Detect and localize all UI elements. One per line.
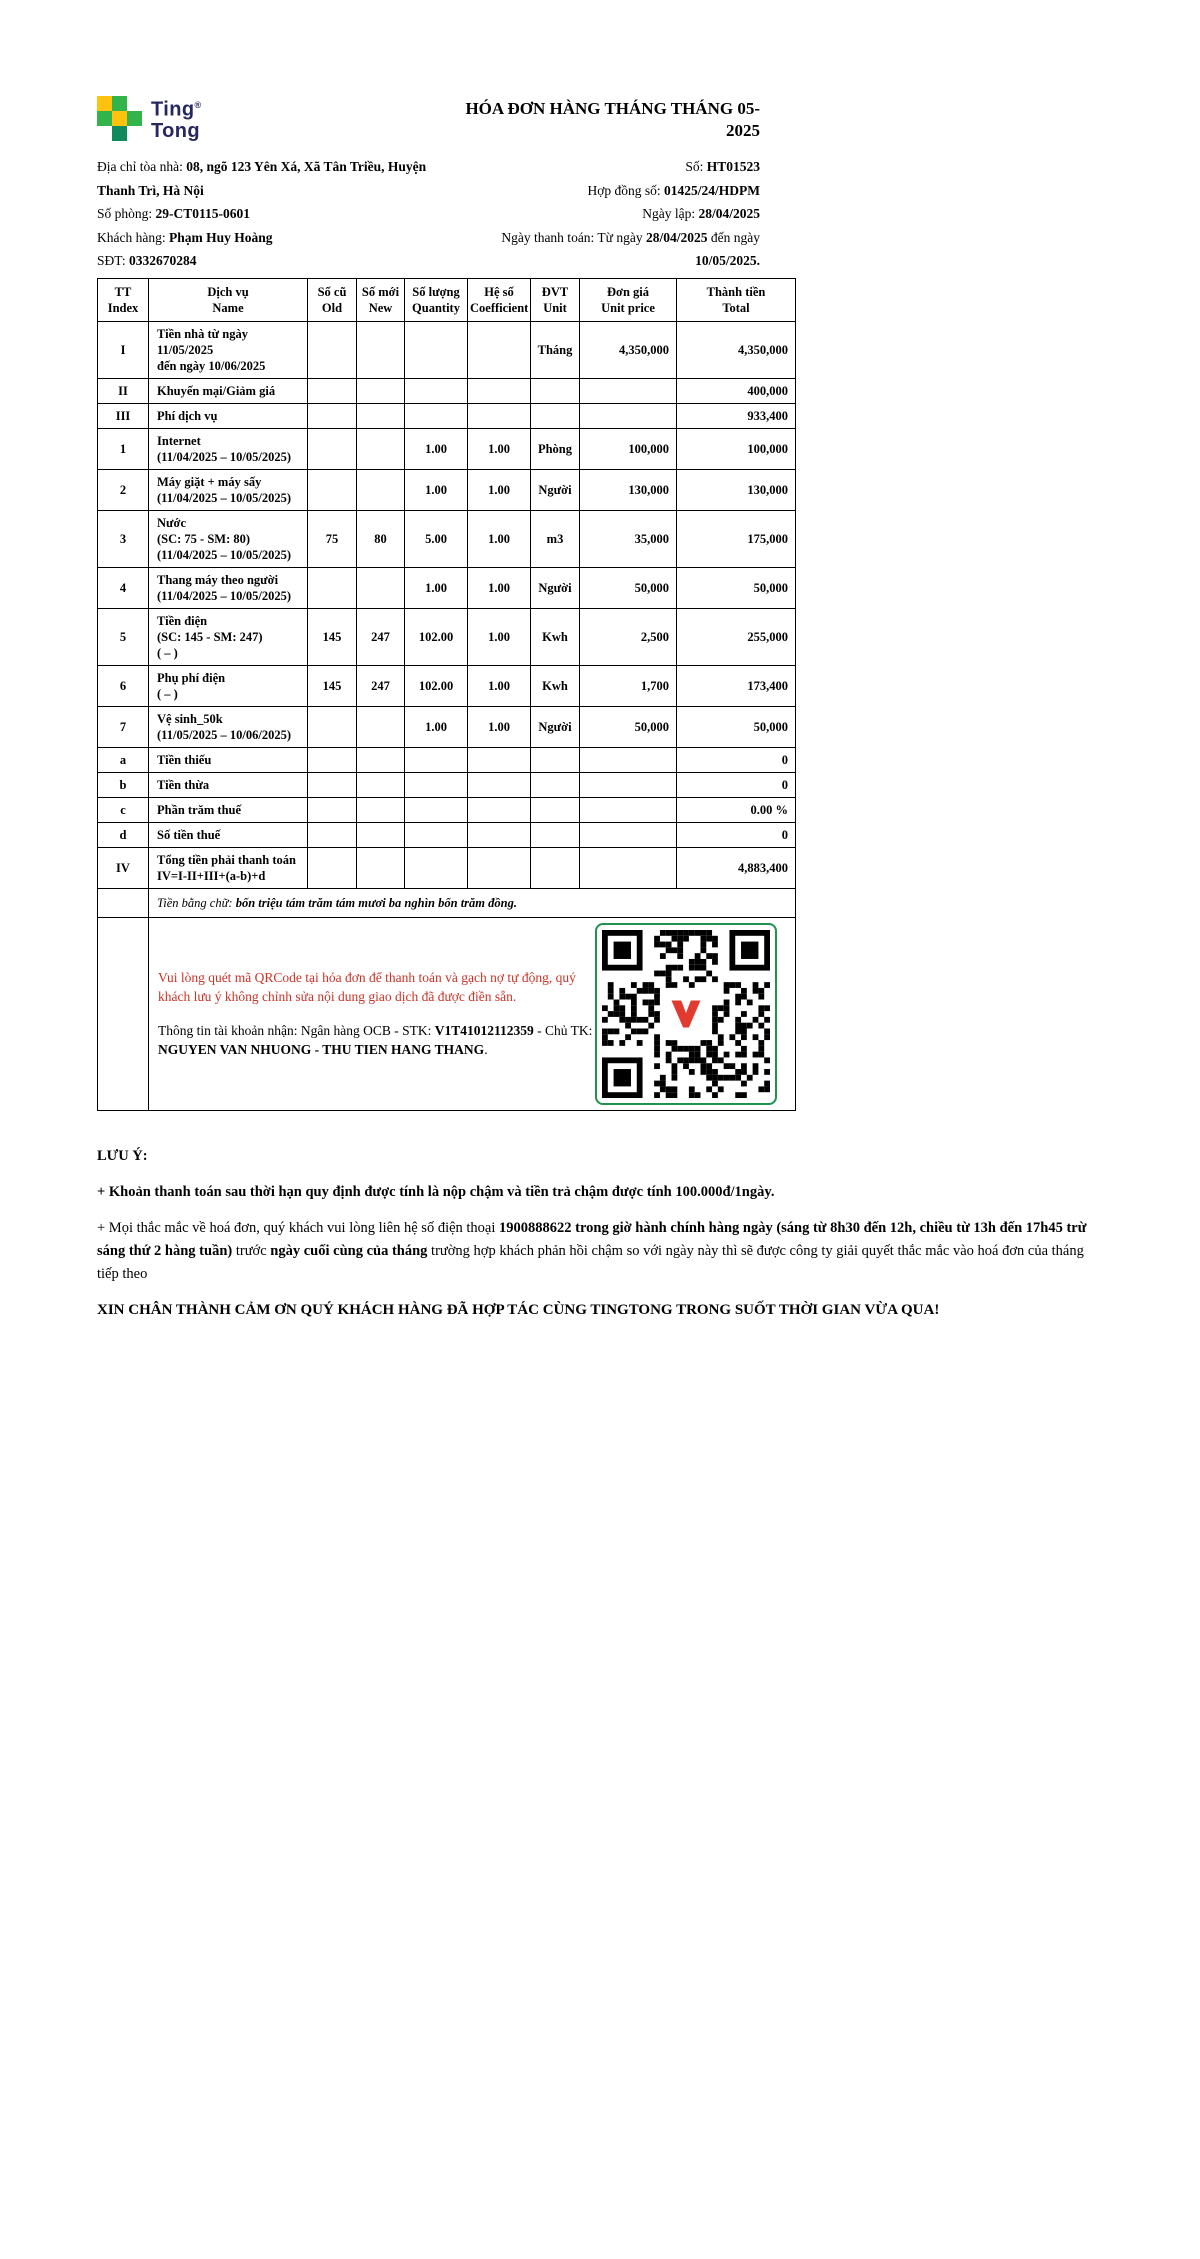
cell-old: 75 <box>308 510 357 567</box>
name-line: Tiền thiếu <box>157 752 212 767</box>
cell-coefficient <box>468 321 531 378</box>
amount-in-words <box>157 896 517 910</box>
cell-quantity: 1.00 <box>405 469 468 510</box>
header-line: Coefficient <box>470 300 529 315</box>
cell-unit-price: 130,000 <box>580 469 677 510</box>
cell-index: b <box>98 772 149 797</box>
qr-section-cell <box>149 917 796 1110</box>
name-line: Thang máy theo người <box>157 572 279 587</box>
cell-unit <box>531 822 580 847</box>
amount-in-words-row <box>98 888 796 917</box>
cell-unit-price: 50,000 <box>580 706 677 747</box>
invoice-table-header-row <box>98 278 796 321</box>
cell-old <box>308 822 357 847</box>
cell-index: 3 <box>98 510 149 567</box>
cell-name <box>149 428 308 469</box>
logo-pixel <box>127 126 142 141</box>
cell-unit-price: 1,700 <box>580 665 677 706</box>
cell-new: 247 <box>357 665 405 706</box>
cell-unit-price: 35,000 <box>580 510 677 567</box>
cell-old <box>308 469 357 510</box>
cell-coefficient <box>468 747 531 772</box>
cell-total: 0.00 % <box>677 797 796 822</box>
cell-quantity: 102.00 <box>405 665 468 706</box>
qr-code <box>595 923 777 1105</box>
name-line: (11/04/2025 – 10/05/2025) <box>157 588 292 603</box>
header-line: Total <box>722 300 750 315</box>
logo-pixel <box>112 96 127 111</box>
cell-name <box>149 847 308 888</box>
cell-old <box>308 772 357 797</box>
column-header <box>308 278 357 321</box>
header-line: Thành tiền <box>706 284 766 299</box>
cell-old: 145 <box>308 665 357 706</box>
invoice-content <box>97 95 1103 1335</box>
cell-index: I <box>98 321 149 378</box>
name-line: Khuyến mại/Giảm giá <box>157 383 276 398</box>
cell-unit: Người <box>531 706 580 747</box>
name-line: (11/04/2025 – 10/05/2025) <box>157 547 292 562</box>
cell-index: d <box>98 822 149 847</box>
registered-symbol: ® <box>194 100 202 110</box>
cell-new: 80 <box>357 510 405 567</box>
cell-new <box>357 378 405 403</box>
cell-quantity <box>405 378 468 403</box>
name-line: (11/04/2025 – 10/05/2025) <box>157 490 292 505</box>
logo-pixel <box>97 111 112 126</box>
invoice-title: HÓA ĐƠN HÀNG THÁNG THÁNG 05-2025 <box>465 99 760 140</box>
logo-word-tong: Tong <box>151 119 200 142</box>
name-line: ( – ) <box>157 645 178 660</box>
cell-unit-price <box>580 747 677 772</box>
invoice-table-body <box>98 321 796 888</box>
cell-new <box>357 428 405 469</box>
cell-unit-price: 2,500 <box>580 608 677 665</box>
cell-name <box>149 567 308 608</box>
cell-name <box>149 510 308 567</box>
table-row <box>98 428 796 469</box>
name-line: (11/05/2025 – 10/06/2025) <box>157 727 292 742</box>
logo-pixel <box>97 96 112 111</box>
invoice-table <box>97 278 796 1111</box>
cell-quantity: 5.00 <box>405 510 468 567</box>
invoice-table-extra <box>98 888 796 1110</box>
cell-total: 100,000 <box>677 428 796 469</box>
cell-total: 400,000 <box>677 378 796 403</box>
name-line: Phụ phí điện <box>157 670 226 685</box>
name-line: Phần trăm thuế <box>157 802 242 817</box>
cell-quantity: 1.00 <box>405 567 468 608</box>
name-line: (11/04/2025 – 10/05/2025) <box>157 449 292 464</box>
cell-old <box>308 321 357 378</box>
cell-unit-price <box>580 772 677 797</box>
table-row <box>98 567 796 608</box>
info-right <box>465 155 760 273</box>
cell-unit <box>531 797 580 822</box>
cell-unit <box>531 747 580 772</box>
contact-note: + Mọi thắc mắc về hoá đơn, quý khách vui lòng liên hệ số điện thoại 1900888622 trong giờ hành chính hàng ngày (sáng từ 8h30 đến 12h, chiều từ 13h đến 17h45 trừ sáng thứ 2 hàng tuần) trước ngày cuối cùng của tháng trường hợp khách phản hồi chậm so với ngày này thì sẽ được công ty giải quyết thắc mắc vào hoá đơn của tháng tiếp theo <box>97 1219 1087 1282</box>
notes-heading: LƯU Ý: <box>97 1147 148 1164</box>
name-line: đến ngày 10/06/2025 <box>157 358 266 373</box>
header-line: Old <box>321 300 343 315</box>
thank-you-note: XIN CHÂN THÀNH CẢM ƠN QUÝ KHÁCH HÀNG ĐÃ HỢP TÁC CÙNG TINGTONG TRONG SUỐT THỜI GIAN VỪA QUA! <box>97 1301 940 1318</box>
cell-coefficient: 1.00 <box>468 510 531 567</box>
qr-texts <box>157 968 595 1059</box>
cell-quantity <box>405 822 468 847</box>
qr-row <box>98 917 796 1110</box>
table-row <box>98 510 796 567</box>
cell-new <box>357 772 405 797</box>
header-line: Index <box>107 300 139 315</box>
table-row <box>98 378 796 403</box>
info-line-payment-period: Ngày thanh toán: Từ ngày 28/04/2025 đến ngày 10/05/2025. <box>501 229 760 268</box>
cell-unit-price: 50,000 <box>580 567 677 608</box>
cell-new <box>357 706 405 747</box>
tingtong-logo <box>97 95 202 142</box>
cell-unit: Kwh <box>531 665 580 706</box>
footer-notes <box>97 1145 1103 1322</box>
cell-coefficient: 1.00 <box>468 665 531 706</box>
bank-account-info: Thông tin tài khoản nhận: Ngân hàng OCB - STK: V1T41012112359 - Chủ TK: NGUYEN VAN NHUONG - THU TIEN HANG THANG. <box>158 1023 593 1057</box>
name-line: Máy giặt + máy sấy <box>157 474 262 489</box>
cell-name <box>149 608 308 665</box>
column-header <box>580 278 677 321</box>
header-line: Hệ số <box>484 284 514 299</box>
cell-unit-price <box>580 847 677 888</box>
empty-index-cell <box>98 917 149 1110</box>
header-row <box>97 95 760 142</box>
cell-old <box>308 378 357 403</box>
header-line: Quantity <box>412 300 460 315</box>
cell-quantity: 102.00 <box>405 608 468 665</box>
name-line: (SC: 75 - SM: 80) <box>157 531 251 546</box>
column-header <box>98 278 149 321</box>
logo-pixel <box>112 111 127 126</box>
info-line-phone: SĐT: 0332670284 <box>97 253 197 268</box>
cell-coefficient <box>468 847 531 888</box>
cell-quantity: 1.00 <box>405 706 468 747</box>
name-line: Số tiền thuế <box>157 827 221 842</box>
name-line: Nước <box>157 515 186 530</box>
cell-name <box>149 772 308 797</box>
cell-coefficient <box>468 378 531 403</box>
column-header <box>677 278 796 321</box>
invoice-head <box>97 95 760 273</box>
cell-index: 2 <box>98 469 149 510</box>
qr-section <box>157 923 787 1105</box>
cell-quantity <box>405 403 468 428</box>
name-line: (SC: 145 - SM: 247) <box>157 629 263 644</box>
header-line: New <box>368 300 393 315</box>
cell-total: 130,000 <box>677 469 796 510</box>
cell-unit <box>531 403 580 428</box>
cell-unit: m3 <box>531 510 580 567</box>
cell-index: 1 <box>98 428 149 469</box>
info-line-building-address: Địa chỉ tòa nhà: 08, ngõ 123 Yên Xá, Xã Tân Triều, Huyện Thanh Trì, Hà Nội <box>97 159 427 198</box>
cell-old <box>308 403 357 428</box>
cell-new <box>357 797 405 822</box>
cell-name <box>149 797 308 822</box>
cell-unit-price <box>580 797 677 822</box>
table-row <box>98 403 796 428</box>
cell-old <box>308 797 357 822</box>
info-line-room-number: Số phòng: 29-CT0115-0601 <box>97 206 251 221</box>
name-line: Tiền nhà từ ngày 11/05/2025 <box>157 326 248 357</box>
cell-quantity <box>405 847 468 888</box>
header-line: Số cũ <box>317 284 347 299</box>
name-line: Tổng tiền phải thanh toán <box>157 852 296 867</box>
table-row <box>98 321 796 378</box>
cell-quantity: 1.00 <box>405 428 468 469</box>
cell-index: 4 <box>98 567 149 608</box>
info-line-issue-date: Ngày lập: 28/04/2025 <box>642 206 760 221</box>
cell-unit-price <box>580 378 677 403</box>
cell-total: 4,883,400 <box>677 847 796 888</box>
cell-name <box>149 747 308 772</box>
name-line: Tiền điện <box>157 613 208 628</box>
cell-unit: Phòng <box>531 428 580 469</box>
logo-word-ting: Ting <box>151 98 195 121</box>
name-line: IV=I-II+III+(a-b)+d <box>157 868 266 883</box>
empty-index-cell <box>98 888 149 917</box>
name-line: Tiền thừa <box>157 777 210 792</box>
cell-old <box>308 428 357 469</box>
cell-index: IV <box>98 847 149 888</box>
cell-name <box>149 665 308 706</box>
table-row <box>98 747 796 772</box>
table-row <box>98 797 796 822</box>
logo-pixel <box>127 96 142 111</box>
tingtong-logo-text <box>151 95 202 142</box>
cell-unit-price <box>580 403 677 428</box>
cell-coefficient <box>468 403 531 428</box>
cell-name <box>149 378 308 403</box>
cell-new: 247 <box>357 608 405 665</box>
info-line-customer-name: Khách hàng: Phạm Huy Hoàng <box>97 229 273 245</box>
cell-coefficient <box>468 797 531 822</box>
cell-index: III <box>98 403 149 428</box>
cell-new <box>357 567 405 608</box>
invoice-info <box>97 155 760 273</box>
cell-index: c <box>98 797 149 822</box>
table-row <box>98 706 796 747</box>
cell-index: II <box>98 378 149 403</box>
cell-old <box>308 747 357 772</box>
cell-coefficient: 1.00 <box>468 469 531 510</box>
header-line: Dịch vụ <box>207 284 249 299</box>
logo-pixel <box>127 111 142 126</box>
cell-coefficient: 1.00 <box>468 567 531 608</box>
cell-index: a <box>98 747 149 772</box>
column-header <box>149 278 308 321</box>
cell-name <box>149 706 308 747</box>
cell-total: 173,400 <box>677 665 796 706</box>
cell-new <box>357 403 405 428</box>
table-row <box>98 847 796 888</box>
header-line: Name <box>212 300 244 315</box>
cell-quantity <box>405 747 468 772</box>
info-left <box>97 155 465 273</box>
cell-total: 255,000 <box>677 608 796 665</box>
name-line: Vệ sinh_50k <box>157 711 223 726</box>
cell-total: 175,000 <box>677 510 796 567</box>
tingtong-logo-mark <box>97 96 142 141</box>
header-line: Số lượng <box>412 284 460 299</box>
header-line: ĐVT <box>541 284 569 299</box>
cell-new <box>357 847 405 888</box>
cell-unit: Người <box>531 469 580 510</box>
table-row <box>98 665 796 706</box>
cell-quantity <box>405 797 468 822</box>
cell-unit: Người <box>531 567 580 608</box>
cell-coefficient: 1.00 <box>468 608 531 665</box>
cell-new <box>357 747 405 772</box>
cell-unit <box>531 378 580 403</box>
cell-quantity <box>405 321 468 378</box>
cell-coefficient: 1.00 <box>468 706 531 747</box>
info-line-invoice-number: Số: HT01523 <box>685 159 760 174</box>
cell-total: 50,000 <box>677 706 796 747</box>
name-line: Internet <box>157 433 201 448</box>
cell-total: 50,000 <box>677 567 796 608</box>
cell-total: 933,400 <box>677 403 796 428</box>
info-line-contract-number: Hợp đồng số: 01425/24/HDPM <box>587 182 760 198</box>
table-row <box>98 469 796 510</box>
cell-name <box>149 822 308 847</box>
cell-unit <box>531 847 580 888</box>
cell-new <box>357 822 405 847</box>
cell-index: 5 <box>98 608 149 665</box>
header-line: Unit <box>543 300 567 315</box>
cell-total: 0 <box>677 747 796 772</box>
cell-name <box>149 469 308 510</box>
amount-in-words-value: bốn triệu tám trăm tám mươi ba nghìn bốn trăm đồng. <box>235 895 517 910</box>
column-header <box>468 278 531 321</box>
qr-code-svg <box>602 930 770 1098</box>
header-line: TT <box>114 284 132 299</box>
header-line: Đơn giá <box>607 284 649 299</box>
column-header <box>405 278 468 321</box>
table-row <box>98 608 796 665</box>
cell-old <box>308 847 357 888</box>
name-line: ( – ) <box>157 686 178 701</box>
cell-total: 0 <box>677 772 796 797</box>
table-row <box>98 772 796 797</box>
qr-payment-note: Vui lòng quét mã QRCode tại hóa đơn để thanh toán và gạch nợ tự động, quý khách lưu ý không chỉnh sửa nội dung giao dịch đã được điền sẵn. <box>158 970 576 1004</box>
logo-pixel <box>112 126 127 141</box>
header-line: Unit price <box>601 300 655 315</box>
cell-new <box>357 469 405 510</box>
table-row <box>98 822 796 847</box>
cell-index: 7 <box>98 706 149 747</box>
column-header <box>357 278 405 321</box>
cell-unit: Tháng <box>531 321 580 378</box>
cell-unit-price <box>580 822 677 847</box>
cell-total: 4,350,000 <box>677 321 796 378</box>
amount-in-words-label: Tiền bằng chữ: <box>157 895 236 910</box>
cell-coefficient: 1.00 <box>468 428 531 469</box>
late-payment-note: + Khoản thanh toán sau thời hạn quy định được tính là nộp chậm và tiền trả chậm được tính 100.000đ/1ngày. <box>97 1183 775 1200</box>
cell-name <box>149 321 308 378</box>
cell-unit: Kwh <box>531 608 580 665</box>
logo-text-line1 <box>151 95 202 121</box>
cell-unit <box>531 772 580 797</box>
cell-new <box>357 321 405 378</box>
name-line: Phí dịch vụ <box>157 408 218 423</box>
logo-pixel <box>97 126 112 141</box>
cell-coefficient <box>468 772 531 797</box>
header-line: Số mới <box>361 284 400 299</box>
amount-in-words-cell <box>149 888 796 917</box>
cell-quantity <box>405 772 468 797</box>
cell-old: 145 <box>308 608 357 665</box>
cell-unit-price: 4,350,000 <box>580 321 677 378</box>
cell-unit-price: 100,000 <box>580 428 677 469</box>
cell-old <box>308 567 357 608</box>
cell-index: 6 <box>98 665 149 706</box>
cell-total: 0 <box>677 822 796 847</box>
cell-name <box>149 403 308 428</box>
column-header <box>531 278 580 321</box>
cell-old <box>308 706 357 747</box>
cell-coefficient <box>468 822 531 847</box>
